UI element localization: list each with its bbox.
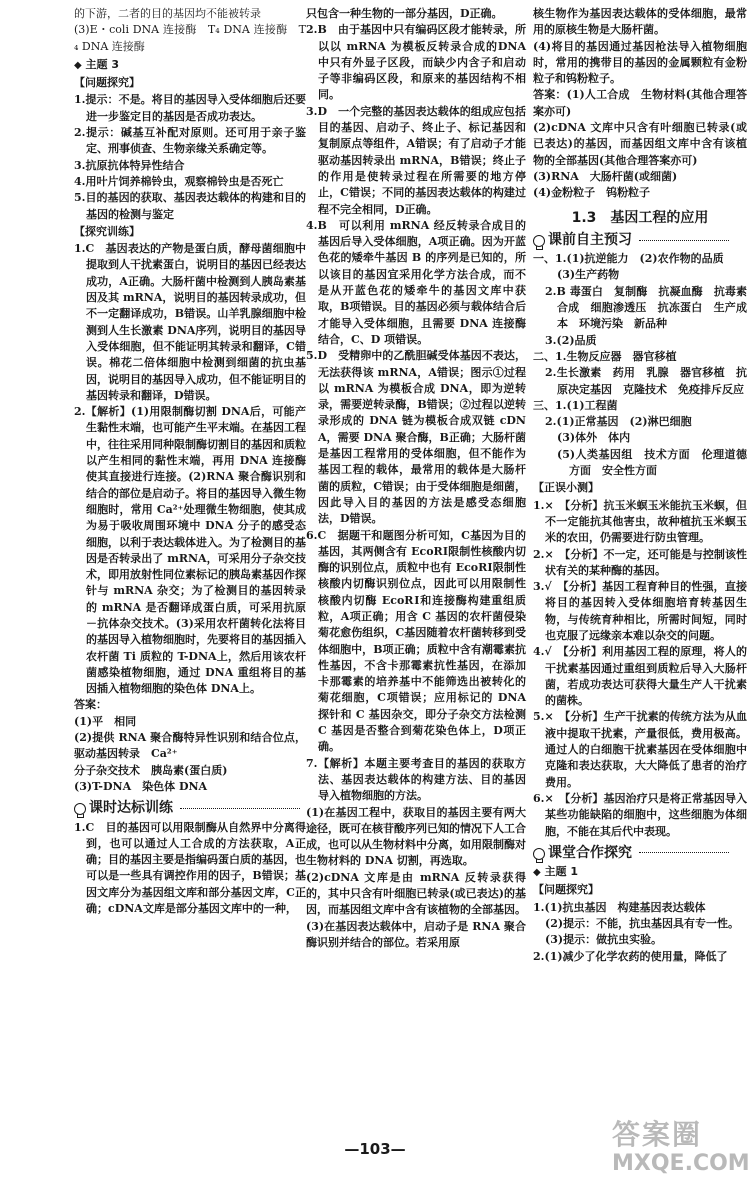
column-left <box>74 6 306 917</box>
paragraph: (1)在基因工程中，获取目的基因主要有两大途径，既可在核苷酸序列已知的情况下人工合成，也可以从生物材料中分离，如用限制酶对生物材料的 DNA 切割，再选取。 <box>306 805 526 868</box>
dotted-divider <box>639 240 729 241</box>
list-item: (2)提示：不能，抗虫基因具有专一性。 <box>545 917 740 931</box>
watermark-url: MXQE.COM <box>612 1151 750 1176</box>
section-label: 【探究训练】 <box>74 224 140 238</box>
list-item: 2.(1)减少了化学农药的使用量，降低了 <box>533 949 728 963</box>
answer-line: (2)提供 RNA 聚合酶特异性识别和结合位点，驱动基因转录 Ca²⁺ <box>74 731 306 761</box>
site-watermark <box>612 1118 750 1190</box>
lightbulb-icon <box>74 803 86 815</box>
exercise-answer: 3.D 一个完整的基因表达载体的组成应包括目的基因、启动子、终止子、标记基因和复制原点等组件，A错误；有了启动子才能驱动基因转录出 mRNA，B错误；终止子的作用是使转录过程在所需要的地方停止，C错误；不同的基因表达载体的构建过程不完全相同，D正确。 <box>306 104 526 216</box>
question-answer: 4.用叶片饲养棉铃虫，观察棉铃虫是否死亡 <box>74 174 284 188</box>
exercise-answer: 2.【解析】(1)用限制酶切割 DNA后，可能产生黏性末端，也可能产生平末端。在基因工程中，往往采用同种限制酶切割目的基因和质粒以产生相同的黏性末端，再用 DNA 连接酶使其直接进行连接。(2)RNA 聚合酶识别和结合的部位是启动子。将目的基因导入微生物细胞时，常用 Ca²⁺处理微生物细胞，使其成为易于吸收周围环境中 DNA 分子的感受态细胞，以利于表达载体进入。为了检测目的基因是否转录出了 mRNA，可采用分子杂交技术，即用放射性同位素标记的胰岛素基因作探针与 mRNA 杂交；为了检测目的基因转录的 mRNA 是否翻译成蛋白质，可采用抗原－抗体杂交技术。(3)采用农杆菌转化法将目的基因导入植物细胞时，先要将目的基因插入农杆菌 Ti 质粒的 T-DNA上，然后用该农杆菌感染植物细胞，通过 DNA 重组将目的基因插入植物细胞的染色体 DNA上。 <box>74 405 306 696</box>
question-answer: 5.目的基因的获取、基因表达载体的构建和目的基因的检测与鉴定 <box>74 191 306 221</box>
paragraph: (2)cDNA 文库是由 mRNA 反转录获得的，其中只含有叶细胞已转录(或已表达)的基因，而基因组文库中含有该植物的全部基因。 <box>306 870 526 917</box>
paragraph: (3)在基因表达载体中，启动子是 RNA 聚合酶识别并结合的部位。若采用原 <box>306 919 526 949</box>
exercise-answer: 6.C 据题干和题图分析可知，C基因为目的基因，其两侧含有 EcoRⅠ限制性核酸内切酶的识别位点，质粒中也有 EcoRⅠ限制性核酸内切酶识别位点，因此可以用限制性核酸内切酶 EcoRⅠ和连接酶构建重组质粒，A项正确；用含 C 基因的农杆菌侵染菊花愈伤组织，C基因随着农杆菌转移到受体细胞中，B项正确；质粒中含有潮霉素抗性基因，不含卡那霉素抗性基因，在添加卡那霉素的培养基中不能筛选出被转化的菊花细胞，C项错误；应用标记的 DNA 探针和 C 基因杂交，即分子杂交方法检测 C 基因是否整合到菊花染色体上，D项正确。 <box>306 528 526 754</box>
list-item: 2.生长激素 药用 乳腺 器官移植 抗原决定基因 克隆技术 免疫排斥反应 <box>545 366 747 396</box>
list-item: 二、1.生物反应器 器官移植 <box>533 349 677 363</box>
chapter-title: 1.3 基因工程的应用 <box>571 209 709 226</box>
paragraph: 核生物作为基因表达载体的受体细胞，最常用的原核生物是大肠杆菌。 <box>533 7 747 37</box>
question-answer: 1.提示：不是。将目的基因导入受体细胞后还要进一步鉴定目的基因是否成功表达。 <box>74 93 306 123</box>
quiz-item: 2.× 【分析】不一定，还可能是与控制该性状有关的某种酶的基因。 <box>533 547 747 577</box>
answer-line: (2)cDNA 文库中只含有叶细胞已转录(或已表达)的基因，而基因组文库中含有该植物的全部基因(其他合理答案亦可) <box>533 121 747 167</box>
lightbulb-icon <box>533 235 545 247</box>
quiz-item: 1.× 【分析】抗玉米螟玉米能抗玉米螟，但不一定能抗其他害虫，故种植抗玉米螟玉米的农田，仍需要进行防虫管理。 <box>533 498 747 545</box>
answer-label: 答案： <box>74 698 107 712</box>
list-item: 2.(1)正常基因 (2)淋巴细胞 <box>545 415 692 429</box>
section-heading: 课堂合作探究 <box>533 845 747 861</box>
section-label: 【问题探究】 <box>533 883 599 897</box>
diamond-icon: ◆ <box>74 59 82 71</box>
page-number: —103— <box>344 1140 406 1158</box>
question-answer: 3.抗原抗体特异性结合 <box>74 158 185 172</box>
answer-line: (3)RNA 大肠杆菌(或细菌) <box>533 169 678 183</box>
exercise-answer: 5.D 受精卵中的乙酰胆碱受体基因不表达，无法获得该 mRNA，A错误；图示①过程以 mRNA 为模板合成 DNA，即为逆转录，需要逆转录酶，B错误；②过程以逆转录形成的 DNA 链为模板合成双链 cDNA，需要 DNA 聚合酶，B正确；大肠杆菌是基因工程常用的受体细胞，但不能作为基因工程的载体，最常用的载体是大肠杆菌的质粒，C错误；由于受体细胞是细菌，因此导入目的基因的方法是感受态细胞法，D错误。 <box>306 349 526 526</box>
column-right <box>533 6 747 965</box>
diamond-icon: ◆ <box>533 867 541 879</box>
list-item: (5)人类基因组 技术方面 伦理道德方面 安全性方面 <box>557 447 747 478</box>
list-item: 2.B 毒蛋白 复制酶 抗凝血酶 抗毒素合成 细胞渗透压 抗冻蛋白 生产成本 环境污染 新品种 <box>545 284 747 331</box>
section-label: 【问题探究】 <box>74 76 140 90</box>
exercise-answer: 1.C 基因表达的产物是蛋白质，酵母菌细胞中提取到人干扰素蛋白，说明目的基因已经表达成功，A正确。大肠杆菌中检测到人胰岛素基因及其 mRNA，说明目的基因转录成功，但不一定翻译成功，B错误。山羊乳腺细胞中检测到人生长激素 DNA序列，说明目的基因导入受体细胞，但不能证明其转录和翻译，C错误。棉花二倍体细胞中检测到细菌的抗虫基因，说明目的基因导入成功，但不能证明目的基因转录和翻译，D错误。 <box>74 242 306 402</box>
section-heading: 课时达标训练 <box>74 800 306 816</box>
dotted-divider <box>180 808 300 809</box>
quiz-item: 4.√ 【分析】利用基因工程的原理，将人的干扰素基因通过重组到质粒后导入大肠杆菌，若成功表达可获得大量生产人干扰素的菌株。 <box>533 645 747 708</box>
topic-heading: ◆ 主题 1 <box>533 865 579 879</box>
quiz-item: 3.√ 【分析】基因工程育种目的性强，直接将目的基因转入受体细胞培育转基因生物，与传统育种相比，所需时间短，同时也克服了远缘亲本难以杂交的问题。 <box>533 580 747 642</box>
answer-line: 答案：(1)人工合成 生物材料(其他合理答案亦可) <box>533 88 747 118</box>
text-line: 只包含一种生物的一部分基因，D正确。 <box>306 7 503 20</box>
lightbulb-icon <box>533 848 545 860</box>
column-middle <box>306 6 526 951</box>
answer-line: 分子杂交技术 胰岛素(蛋白质) <box>74 763 228 777</box>
list-item: 一、1.(1)抗逆能力 (2)农作物的品质 <box>533 252 724 266</box>
list-item: (3)体外 体内 <box>557 431 631 445</box>
watermark-logo-text: 答案圈 <box>612 1118 703 1151</box>
answer-line: (4)金粉粒子 钨粉粒子 <box>533 186 651 200</box>
section-heading: 课前自主预习 <box>533 232 747 248</box>
exercise-answer: 1.C 目的基因可以用限制酶从自然界中分离得到，也可以通过人工合成的方法获取，A正确；目的基因主要是指编码蛋白质的基因，也可以是一些具有调控作用的因子，B错误；基因文库分为基因组文库和部分基因文库，C正确；cDNA文库是部分基因文库中的一种， <box>74 820 306 916</box>
answer-line: (3)T-DNA 染色体 DNA <box>74 779 208 793</box>
list-item: 3.(2)品质 <box>545 333 597 347</box>
answer-line: (1)平 相同 <box>74 714 137 728</box>
text-line: (3)E・coli DNA 连接酶 T₄ DNA 连接酶 T₄ DNA 连接酶 <box>74 23 306 53</box>
dotted-divider <box>639 852 729 853</box>
section-label: 【正误小测】 <box>533 481 599 495</box>
quiz-item: 5.× 【分析】生产干扰素的传统方法为从血液中提取干扰素，产量很低，费用极高。通过人的白细胞干扰素基因在受体细胞中克隆和表达获取，大大降低了患者的治疗费用。 <box>533 710 747 789</box>
text-line: 的下游，二者的目的基因均不能被转录 <box>74 7 261 20</box>
question-answer: 2.提示：碱基互补配对原则。还可用于亲子鉴定、刑事侦查、生物亲缘关系确定等。 <box>74 126 306 156</box>
list-item: (3)生产药物 <box>557 268 620 282</box>
list-item: 1.(1)抗虫基因 构建基因表达载体 <box>533 900 706 914</box>
topic-heading: ◆ 主题 3 <box>74 57 120 71</box>
exercise-answer: 4.B 可以利用 mRNA 经反转录合成目的基因后导入受体细胞，A项正确。因为开蓝色花的矮牵牛基因 B 的序列是已知的，所以该目的基因宜采用化学方法合成，而不是从开蓝色花的矮牵牛的基因文库中获取，B项错误。目的基因必须与载体结合后才能导入受体细胞，且需要 DNA 连接酶结合，C、D 项错误。 <box>306 218 526 346</box>
exercise-answer: 7.【解析】本题主要考查目的基因的获取方法、基因表达载体的构建方法、目的基因导入植物细胞的方法。 <box>306 756 526 803</box>
list-item: (3)提示：做抗虫实验。 <box>545 933 663 947</box>
paragraph: (4)将目的基因通过基因枪法导入植物细胞时，常用的携带目的基因的金属颗粒有金粉粒子和钨粉粒子。 <box>533 39 747 86</box>
list-item: 三、1.(1)工程菌 <box>533 398 618 412</box>
exercise-answer: 2.B 由于基因中只有编码区段才能转录，所以以 mRNA 为模板反转录合成的DNA 中只有外显子区段，而缺少内含子和启动子等非编码区段，和原来的基因结构不相同。 <box>306 23 526 102</box>
quiz-item: 6.× 【分析】基因治疗只是将正常基因导入某些功能缺陷的细胞中，这些细胞为体细胞，不能在其后代中表现。 <box>533 791 747 838</box>
